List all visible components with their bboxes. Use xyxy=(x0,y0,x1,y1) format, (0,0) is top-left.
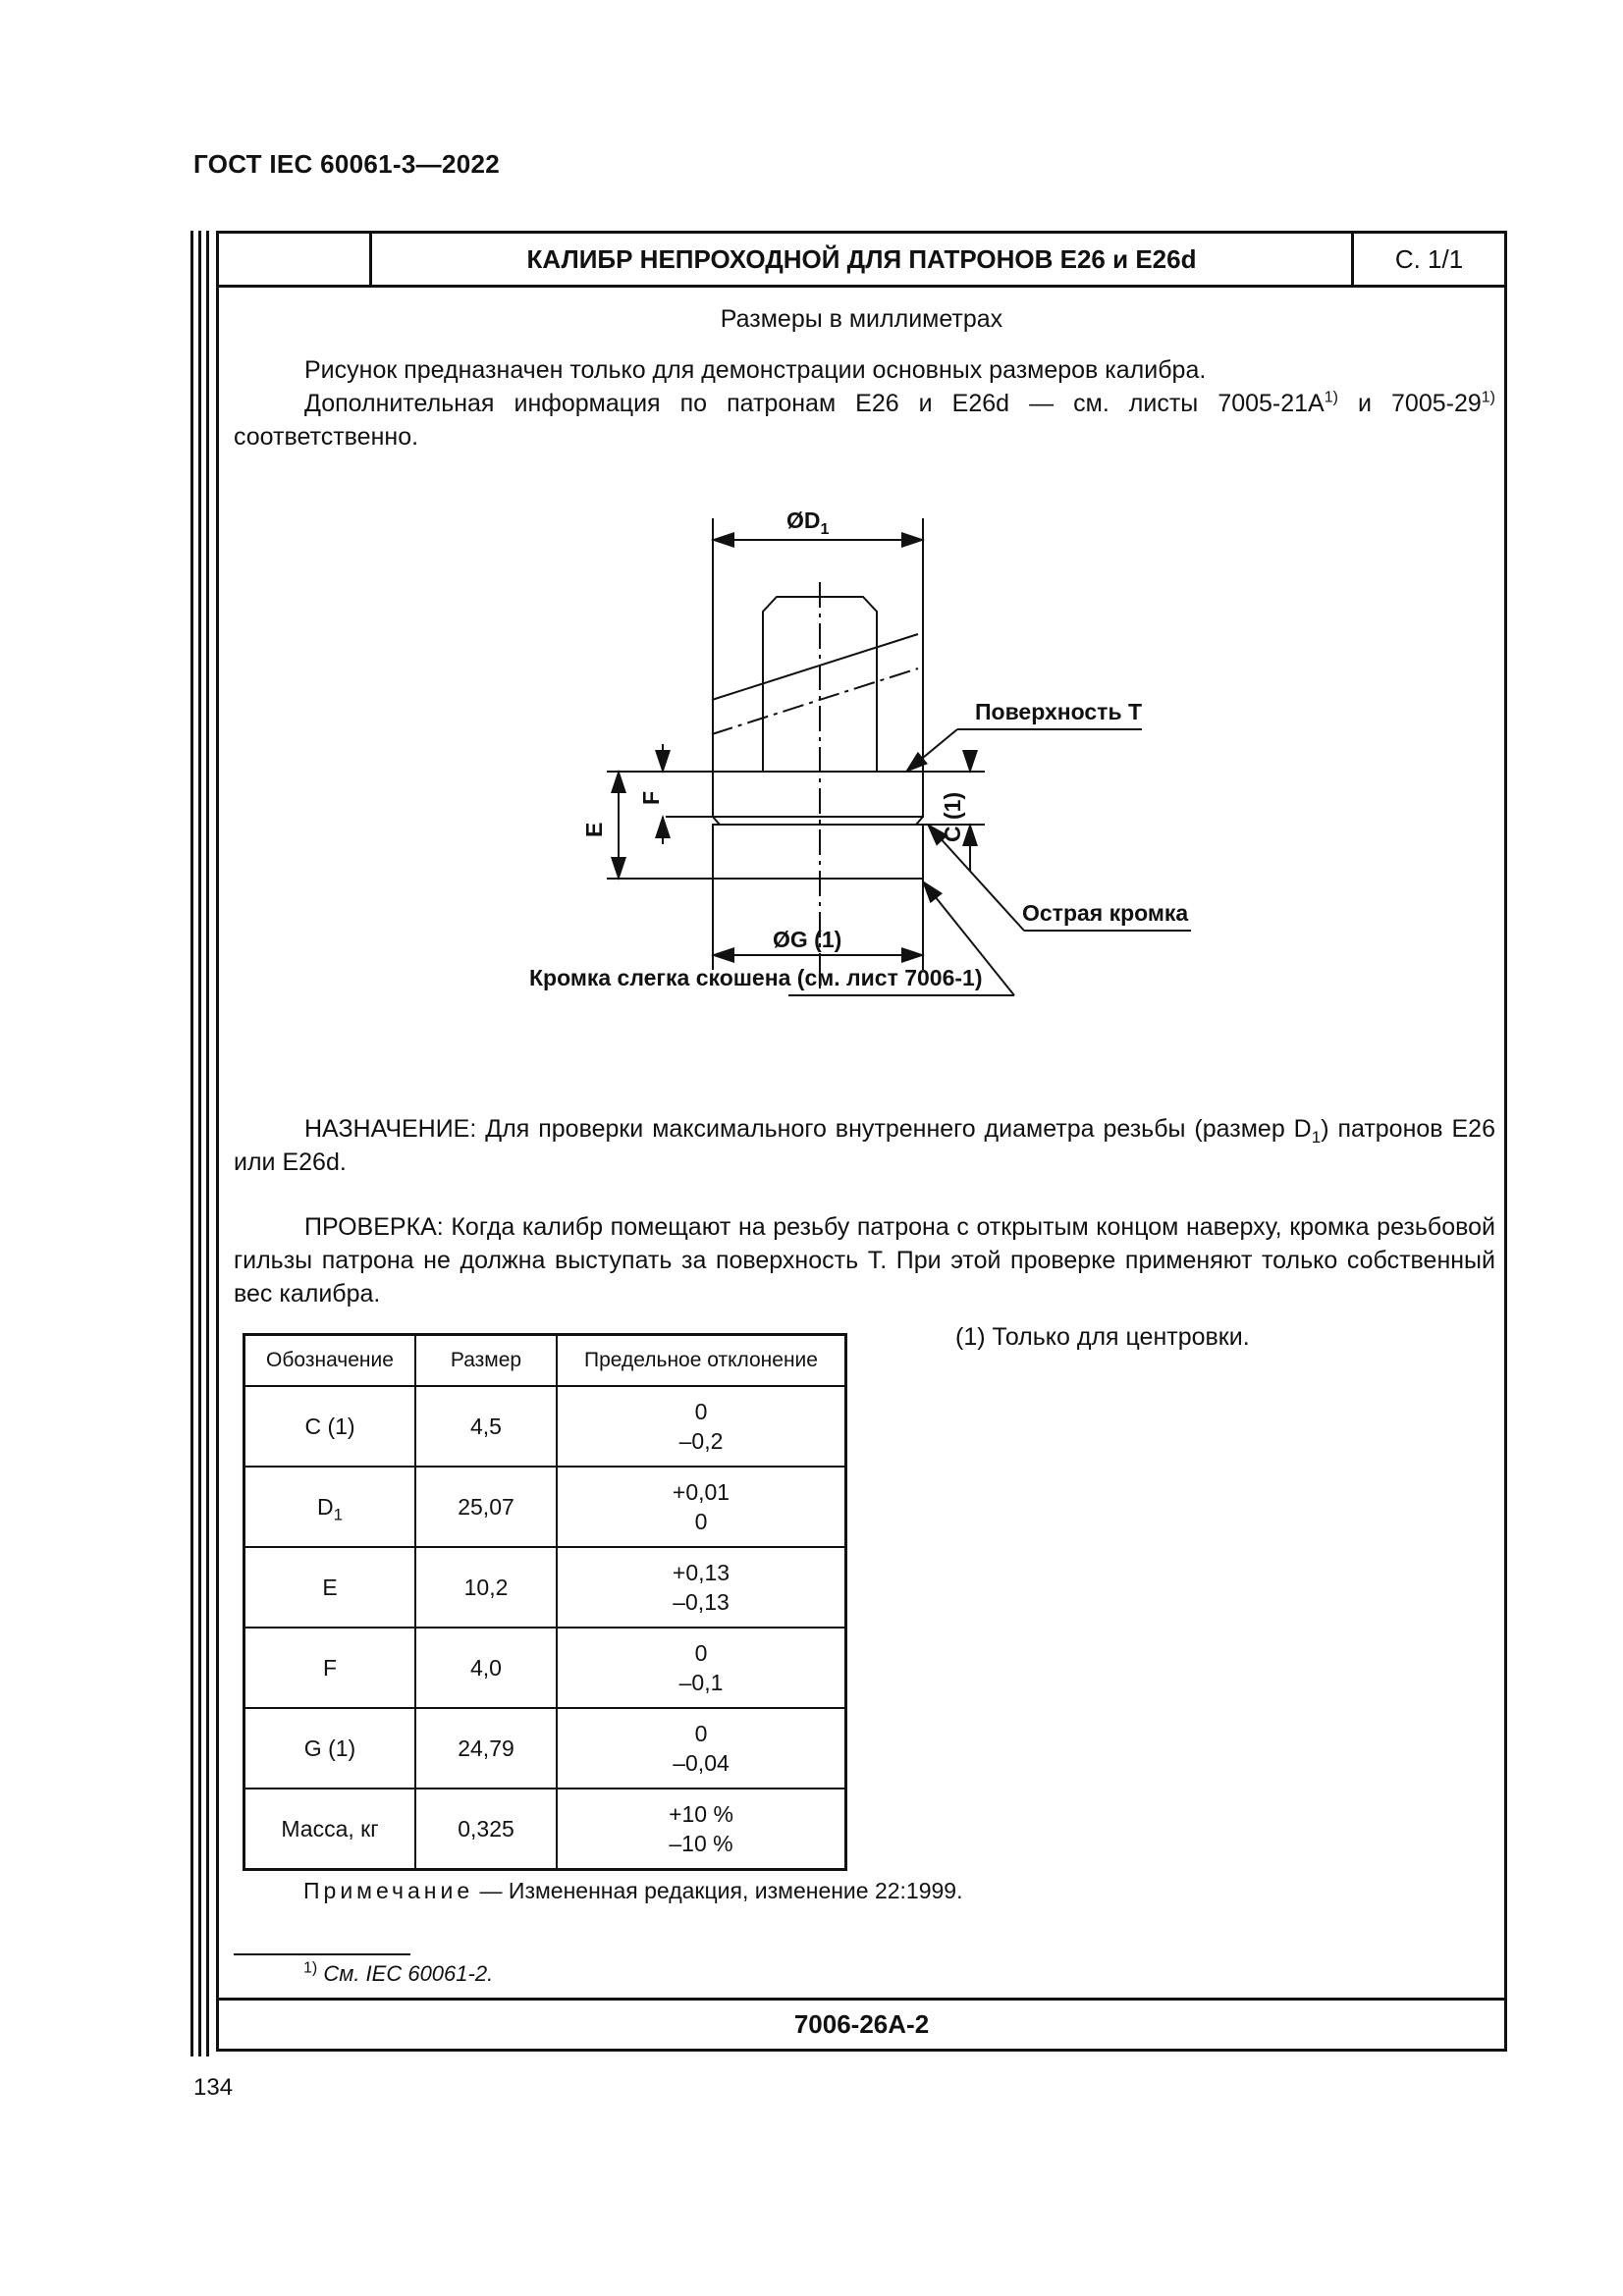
gauge-drawing xyxy=(219,459,1505,1323)
centering-note: (1) Только для центровки. xyxy=(955,1323,1250,1351)
table-header: Обозначение xyxy=(244,1335,416,1387)
intro-line-2: Дополнительная информация по патронам E26 и E26d — см. листы $7005-21A^{1)}$ и 7005-29$^{1)}$ соответственно. xyxy=(234,389,1496,451)
c-label: C (1) xyxy=(940,791,965,842)
table-row: $D_1$ 25,07 +0,01 0 xyxy=(244,1467,846,1547)
sheet-header xyxy=(219,234,1504,288)
units-caption: Размеры в миллиметрах xyxy=(720,305,1003,333)
d1-label: $ØD_1$ xyxy=(786,507,830,538)
chamfer-label: Кромка слегка скошена (см. лист 7006-1) xyxy=(529,965,983,990)
table-header: Размер xyxy=(415,1335,557,1387)
table-row: F 4,0 0 –0,1 xyxy=(244,1628,846,1708)
table-row: Масса, кг 0,325 +10 % –10 % xyxy=(244,1789,846,1870)
table-row: E 10,2 +0,13 –0,13 xyxy=(244,1547,846,1628)
g-label: ØG (1) xyxy=(773,927,842,952)
footnote-divider xyxy=(234,1953,410,1955)
page-number: 134 xyxy=(193,2074,234,2101)
table-header: Предельное отклонение xyxy=(557,1335,846,1387)
sheet-title: КАЛИБР НЕПРОХОДНОЙ ДЛЯ ПАТРОНОВ E26 и E26d xyxy=(372,234,1354,285)
footnote: $^{1)}$ См. IEC 60061-2. xyxy=(303,1959,494,1986)
e-label: E xyxy=(581,822,607,837)
check-text: ПРОВЕРКА: Когда калибр помещают на резьбу патрона с открытым концом наверху, кромка резьбовой гильзы патрона не должна выступать за поверхность Т. При этой проверке применяют только собственный вес калибра. xyxy=(234,1213,1495,1308)
purpose-text: НАЗНАЧЕНИЕ: Для проверки максимального внутреннего диаметра резьбы (размер $D_1$) патронов E26 или E26d. xyxy=(234,1115,1495,1176)
table-row: G (1) 24,79 0 –0,04 xyxy=(244,1708,846,1789)
sheet-frame xyxy=(216,231,1507,2052)
intro-text xyxy=(234,353,1495,454)
surface-t-label: Поверхность Т xyxy=(975,699,1143,724)
header-empty-cell xyxy=(219,234,372,285)
table-row: C (1) 4,5 0 –0,2 xyxy=(244,1386,846,1467)
binding-line xyxy=(206,231,209,2056)
intro-line-1: Рисунок предназначен только для демонстрации основных размеров калибра. xyxy=(304,356,1207,384)
revision-note: Примечание — Измененная редакция, изменение 22:1999. xyxy=(303,1878,963,1903)
standard-number: ГОСТ IEC 60061-3—2022 xyxy=(193,149,500,179)
sheet-code: 7006-26A-2 xyxy=(219,1998,1504,2049)
sharp-edge-label: Острая кромка xyxy=(1022,900,1189,926)
f-label: F xyxy=(638,790,664,805)
dimensions-table xyxy=(243,1333,847,1871)
binding-line xyxy=(190,231,193,2056)
sheet-counter: С. 1/1 xyxy=(1394,243,1464,274)
binding-line xyxy=(198,231,201,2056)
